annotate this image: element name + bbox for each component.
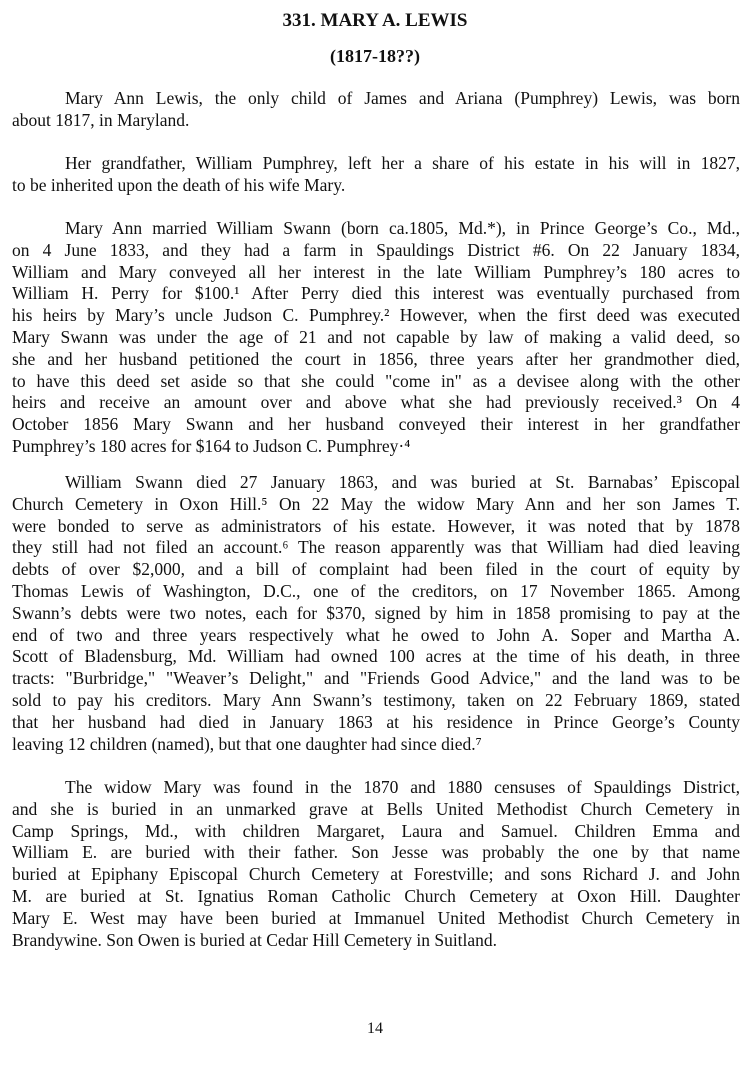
paragraph-intro <box>12 88 740 132</box>
text-line: Mary Swann was under the age of 21 and not capable by law of making a valid deed, so <box>12 326 740 347</box>
text-line: sold to pay his creditors. Mary Ann Swann’s testimony, taken on 22 February 1869, stated <box>12 689 740 710</box>
text-line: they still had not filed an account.⁶ The reason apparently was that William had died leaving <box>12 537 740 558</box>
text-line: heirs and receive an amount over and above what she had previously received.³ On 4 <box>12 392 740 413</box>
text-line: Mary Ann Lewis, the only child of James and Ariana (Pumphrey) Lewis, was born <box>65 88 740 108</box>
text-line: that her husband had died in January 1863 at his residence in Prince George’s County <box>12 711 740 732</box>
paragraph-widow <box>12 777 740 951</box>
text-line: tracts: "Burbridge," "Weaver’s Delight," and "Friends Good Advice," and the land was to be <box>12 668 740 689</box>
text-line: to be inherited upon the death of his wife Mary. <box>12 174 346 195</box>
text-line: end of two and three years respectively what he owed to John A. Soper and Martha A. <box>12 624 740 645</box>
text-line: Brandywine. Son Owen is buried at Cedar Hill Cemetery in Suitland. <box>12 929 498 950</box>
text-line: on 4 June 1833, and they had a farm in Spauldings District #6. On 22 January 1834, <box>12 239 740 260</box>
text-line: Pumphrey’s 180 acres for $164 to Judson C. Pumphrey·⁴ <box>12 435 411 456</box>
page-title: 331. MARY A. LEWIS <box>282 10 468 31</box>
text-line: Church Cemetery in Oxon Hill.⁵ On 22 May the widow Mary Ann and her son James T. <box>12 493 740 514</box>
text-line: William and Mary conveyed all her interest in the late William Pumphrey’s 180 acres to <box>12 261 740 282</box>
text-line: Scott of Bladensburg, Md. William had owned 100 acres at the time of his death, in three <box>12 646 740 667</box>
text-line: his heirs by Mary’s uncle Judson C. Pumphrey.² However, when the first deed was executed <box>12 305 740 326</box>
text-line: buried at Epiphany Episcopal Church Cemetery at Forestville; and sons Richard J. and John <box>12 864 740 885</box>
text-line: leaving 12 children (named), but that one daughter had since died.⁷ <box>12 733 482 754</box>
text-line: she and her husband petitioned the court in 1856, three years after her grandmother died, <box>12 348 740 369</box>
life-dates: (1817-18??) <box>330 46 420 66</box>
text-line: Thomas Lewis of Washington, D.C., one of the creditors, on 17 November 1865. Among <box>12 580 740 601</box>
text-line: debts of over $2,000, and a bill of complaint had been filed in the court of equity by <box>12 559 740 580</box>
text-line: Mary E. West may have been buried at Immanuel United Methodist Church Cemetery in <box>12 907 740 928</box>
text-line: Mary Ann married William Swann (born ca.1805, Md.*), in Prince George’s Co., Md., <box>65 218 740 238</box>
paragraph-grandfather <box>12 153 740 197</box>
text-line: about 1817, in Maryland. <box>12 109 190 130</box>
text-line: Camp Springs, Md., with children Margaret, Laura and Samuel. Children Emma and <box>12 820 740 841</box>
text-line: October 1856 Mary Swann and her husband conveyed their interest in her grandfather <box>12 414 740 435</box>
text-line: to have this deed set aside so that she could "come in" as a devisee along with the other <box>12 370 740 391</box>
paragraph-marriage <box>12 218 740 458</box>
text-line: William E. are buried with their father. Son Jesse was probably the one by that name <box>12 842 740 863</box>
paragraph-husband-death <box>12 472 740 755</box>
text-line: were bonded to serve as administrators of his estate. However, it was noted that by 1878 <box>12 515 740 536</box>
text-line: Her grandfather, William Pumphrey, left her a share of his estate in his will in 1827, <box>65 153 740 173</box>
text-line: and she is buried in an unmarked grave at Bells United Methodist Church Cemetery in <box>12 798 740 819</box>
text-line: M. are buried at St. Ignatius Roman Catholic Church Cemetery at Oxon Hill. Daughter <box>12 885 740 906</box>
text-line: Swann’s debts were two notes, each for $370, signed by him in 1858 promising to pay at the <box>12 602 740 623</box>
text-line: The widow Mary was found in the 1870 and 1880 censuses of Spauldings District, <box>65 777 740 797</box>
text-line: William Swann died 27 January 1863, and was buried at St. Barnabas’ Episcopal <box>65 472 740 492</box>
page-number: 14 <box>367 1020 383 1037</box>
text-line: William H. Perry for $100.¹ After Perry died this interest was eventually purchased from <box>12 283 740 304</box>
